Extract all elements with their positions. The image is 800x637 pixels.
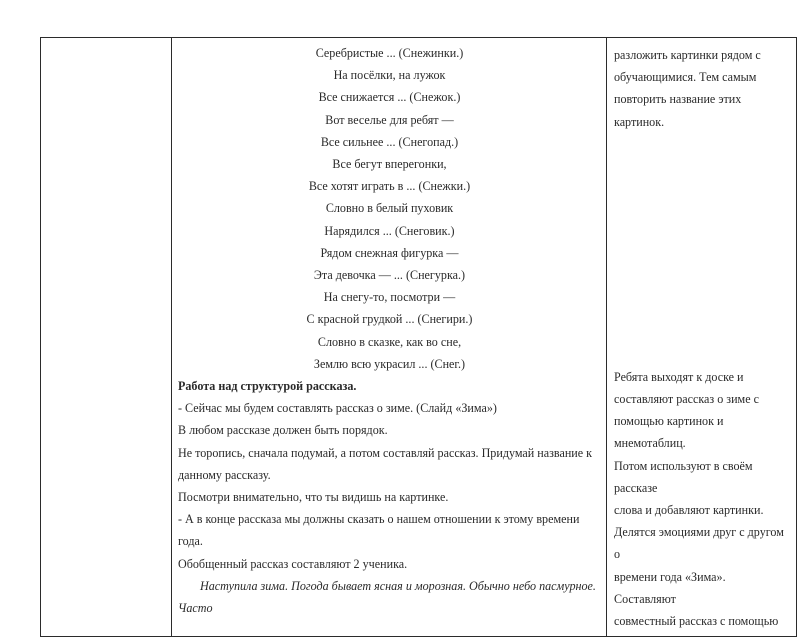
- poem-line: Серебристые ... (Снежинки.): [315, 46, 464, 60]
- story-structure-section: [178, 375, 601, 619]
- prose-line: данному рассказу.: [178, 467, 271, 482]
- poem-line: Вот веселье для ребят —: [325, 112, 454, 127]
- poem-line: Эта девочка — ... (Снегурка.): [313, 268, 466, 283]
- poem-line: С красной грудкой ... (Снегири.): [306, 312, 473, 327]
- poem-line: Все снижается ... (Снежок.): [318, 90, 461, 105]
- prose-line: Обобщенный рассказ составляют 2 ученика.: [178, 556, 408, 571]
- table-row: [41, 38, 797, 637]
- prose-line: - Сейчас мы будем составлять рассказ о зиме. (Слайд «Зима»): [178, 401, 497, 416]
- prose-line: В любом рассказе должен быть порядок.: [178, 423, 388, 438]
- section-heading: Работа над структурой рассказа.: [178, 379, 357, 394]
- prose-line: Посмотри внимательно, что ты видишь на картинке.: [178, 490, 449, 505]
- riddle-poem: [178, 42, 601, 375]
- note-line: Потом используют в своём рассказе: [614, 458, 753, 495]
- poem-line: На снегу-то, посмотри —: [323, 290, 456, 305]
- poem-line: Нарядился ... (Снеговик.): [324, 223, 455, 238]
- table-cell-lesson-content: [172, 38, 607, 637]
- note-line: повторить название этих картинок.: [614, 92, 742, 129]
- note-line: Ребята выходят к доске и: [614, 369, 744, 384]
- lesson-plan-table: [40, 37, 797, 637]
- poem-line: Все сильнее ... (Снегопад.): [320, 134, 459, 149]
- left-cell-content: [41, 38, 171, 46]
- right-cell-content: [607, 38, 796, 636]
- prose-line: Не торопись, сначала подумай, а потом составляй рассказ. Придумай название к: [178, 445, 593, 460]
- note-line: слова и добавляют картинки.: [614, 503, 764, 518]
- prose-line: - А в конце рассказа мы должны сказать о нашем отношении к этому времени года.: [178, 512, 580, 549]
- table-cell-left-empty: [41, 38, 172, 637]
- note-line: Делятся эмоциями друг с другом о: [614, 525, 784, 562]
- note-line: помощью картинок и мнемотаблиц.: [614, 414, 724, 451]
- note-line: разложить картинки рядом с: [614, 48, 761, 62]
- sample-story-line: Наступила зима. Погода бывает ясная и морозная. Обычно небо пасмурное. Часто: [178, 578, 596, 616]
- main-cell-content: [172, 38, 606, 623]
- activity-note-block-one: [614, 44, 790, 133]
- note-line: времени года «Зима». Составляют: [614, 569, 726, 606]
- poem-line: На посёлки, на лужок: [333, 68, 446, 83]
- activity-note-block-two: [614, 366, 790, 632]
- note-line: совместный рассказ с помощью: [614, 614, 779, 629]
- table-cell-student-activity: [607, 38, 797, 637]
- poem-line: Все бегут вперегонки,: [332, 157, 447, 172]
- poem-line: Словно в сказке, как во сне,: [317, 334, 462, 349]
- note-line: обучающимися. Тем самым: [614, 70, 757, 85]
- note-line: составляют рассказ о зиме с: [614, 392, 759, 407]
- poem-line: Землю всю украсил ... (Снег.): [313, 356, 466, 371]
- poem-line: Словно в белый пуховик: [325, 201, 454, 216]
- poem-line: Рядом снежная фигурка —: [320, 245, 459, 260]
- poem-line: Все хотят играть в ... (Снежки.): [308, 179, 471, 194]
